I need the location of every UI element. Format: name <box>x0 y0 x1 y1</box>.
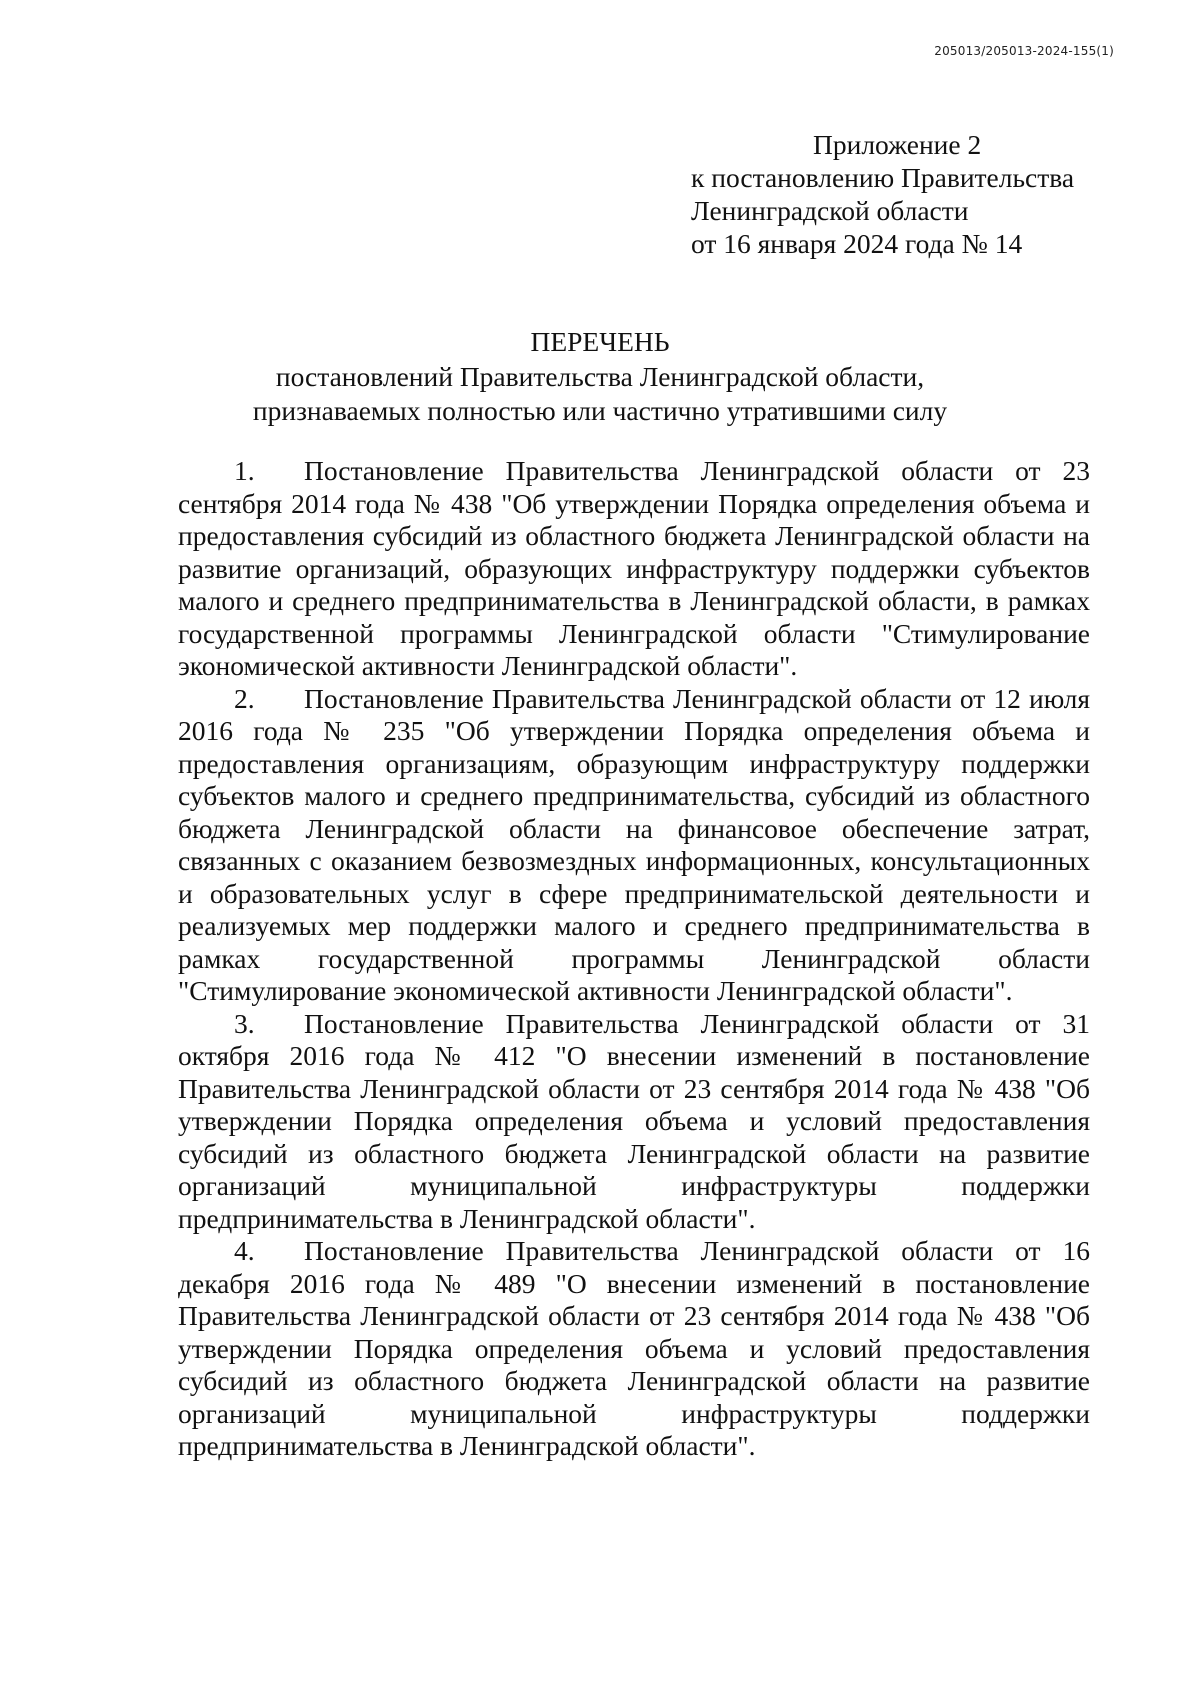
document-subtitle: постановлений Правительства Ленинградской области, <box>275 361 925 392</box>
list-item <box>178 683 1090 1008</box>
item-text: Постановление Правительства Ленинградской области от 16 декабря 2016 года № 489 "О внесении изменений в постановление Правительства Ленинградской области от 23 сентября 2014 года № 438 "Об утверждении Порядка определения объема и условий предоставления субсидий из областного бюджета Ленинградской области на развитие организаций муниципальной инфраструктуры поддержки предпринимательства в Ленинградской области". <box>178 1235 1090 1461</box>
appendix-line: к постановлению Правительства <box>691 162 1075 193</box>
list-item <box>178 1008 1090 1236</box>
appendix-block <box>691 128 1074 260</box>
appendix-line: от 16 января 2024 года № 14 <box>691 228 1023 259</box>
list-item <box>178 455 1090 683</box>
title-block <box>0 325 1200 428</box>
appendix-line: Ленинградской области <box>691 195 969 226</box>
item-number: 4. <box>234 1235 255 1266</box>
item-number: 1. <box>234 455 255 486</box>
item-text: Постановление Правительства Ленинградской области от 12 июля 2016 года № 235 "Об утверждении Порядка определения объема и предоставления организациям, образующим инфраструктуру поддержки субъектов малого и среднего предпринимательства, субсидий из областного бюджета Ленинградской области на финансовое обеспечение затрат, связанных с оказанием безвозмездных информационных, консультационных и образовательных услуг в сфере предпринимательской деятельности и реализуемых мер поддержки малого и среднего предпринимательства в рамках государственной программы Ленинградской области "Стимулирование экономической активности Ленинградской области". <box>178 682 1090 1006</box>
item-number: 2. <box>234 682 255 714</box>
list-item <box>178 1235 1090 1463</box>
document-code: 205013/205013-2024-155(1) <box>934 44 1114 58</box>
item-text: Постановление Правительства Ленинградской области от 31 октября 2016 года № 412 "О внесении изменений в постановление Правительства Ленинградской области от 23 сентября 2014 года № 438 "Об утверждении Порядка определения объема и условий предоставления субсидий из областного бюджета Ленинградской области на развитие организаций муниципальной инфраструктуры поддержки предпринимательства в Ленинградской области". <box>178 1007 1090 1234</box>
document-heading: ПЕРЕЧЕНЬ <box>530 326 670 357</box>
item-number: 3. <box>234 1007 255 1039</box>
appendix-line: Приложение 2 <box>813 129 982 160</box>
document-subtitle: признаваемых полностью или частично утратившими силу <box>252 395 948 426</box>
item-text: Постановление Правительства Ленинградской области от 23 сентября 2014 года № 438 "Об утверждении Порядка определения объема и предоставления субсидий из областного бюджета Ленинградской области на развитие организаций, образующих инфраструктуру поддержки субъектов малого и среднего предпринимательства в Ленинградской области, в рамках государственной программы Ленинградской области "Стимулирование экономической активности Ленинградской области". <box>178 455 1090 681</box>
resolution-list <box>178 455 1090 1463</box>
